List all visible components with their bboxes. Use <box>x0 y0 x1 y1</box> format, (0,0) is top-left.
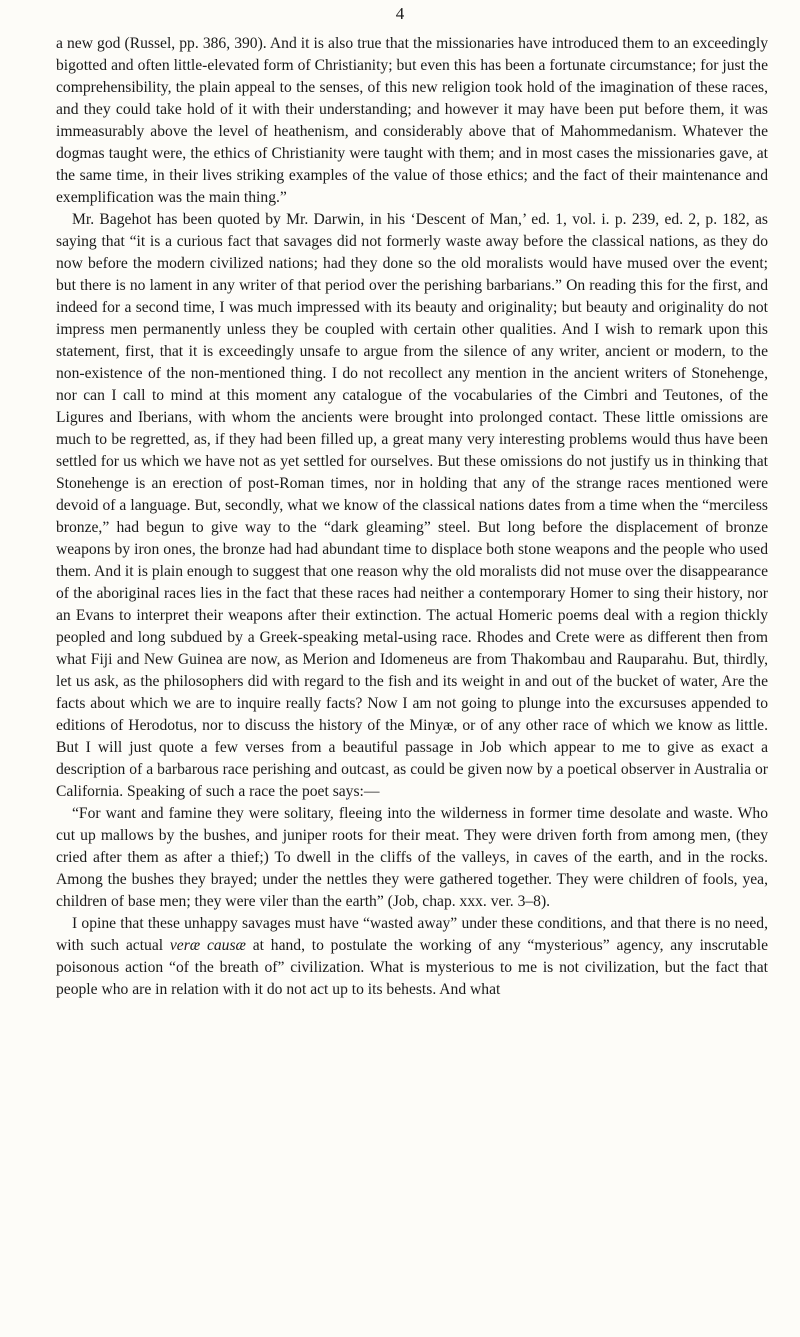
page-number: 4 <box>395 4 405 23</box>
body-text <box>56 33 768 1001</box>
paragraph-missionaries: a new god (Russel, pp. 386, 390). And it is also true that the missionaries have introduced them to an exceedingly bigotted and often little-elevated form of Christianity; but even this has been a fortunate circumstance; for just the comprehensibility, the plain appeal to the senses, of this new religion took hold of the imagination of these races, and they could take hold of it with their understanding; and however it may have been put before them, it was immeasurably above the level of heathenism, and considerably above that of Mahommedanism. Whatever the dogmas taught were, the ethics of Christianity were taught with them; and in most cases the missionaries gave, at the same time, in their lives striking examples of the value of those ethics; and the fact of their maintenance and exemplification was the main thing.” <box>56 35 768 206</box>
paragraph-bagehot: Mr. Bagehot has been quoted by Mr. Darwin, in his ‘Descent of Man,’ ed. 1, vol. i. p. 239, ed. 2, p. 182, as saying that “it is a curious fact that savages did not formerly waste away before the classical nations, as they do now before the modern civilized nations; had they done so the old moralists would have mused over the event; but there is no lament in any writer of that period over the perishing barbarians.” On reading this for the first, and indeed for a second time, I was much impressed with its beauty and originality; but beauty and originality do not impress men permanently unless they be coupled with certain other qualities. And I wish to remark upon this statement, first, that it is exceedingly unsafe to argue from the silence of any writer, ancient or modern, to the non-existence of the non-mentioned thing. I do not recollect any mention in the ancient writers of Stonehenge, nor can I call to mind at this moment any catalogue of the vocabularies of the Cimbri and Teutones, of the Ligures and Iberians, with whom the ancients were brought into prolonged contact. These little omissions are much to be regretted, as, if they had been filled up, a great many very interesting problems would thus have been settled for us which we have not as yet settled for ourselves. But these omissions do not justify us in thinking that Stonehenge is an erection of post-Roman times, nor in holding that any of the strange races mentioned were devoid of a language. But, secondly, what we know of the classical nations dates from a time when the “merciless bronze,” had begun to give way to the “dark gleaming” steel. But long before the displacement of bronze weapons by iron ones, the bronze had had abundant time to displace both stone weapons and the people who used them. And it is plain enough to suggest that one reason why the old moralists did not muse over the disappearance of the aboriginal races lies in the fact that these races had neither a contemporary Homer to sing their history, nor an Evans to interpret their weapons after their extinction. The actual Homeric poems deal with a region thickly peopled and long subdued by a Greek-speaking metal-using race. Rhodes and Crete were as different then from what Fiji and New Guinea are now, as Merion and Idomeneus are from Thakombau and Rauparahu. But, thirdly, let us ask, as the philosophers did with regard to the fish and its weight in and out of the bucket of water, Are the facts about which we are to inquire really facts? Now I am not going to plunge into the excursuses appended to editions of Herodotus, nor to discuss the history of the Minyæ, or of any other race of which we know as little. But I will just quote a few verses from a beautiful passage in Job which appear to me to give as exact a description of a barbarous race perishing and outcast, as could be given now by a poetical observer in Australia or California. Speaking of such a race the poet says:— <box>56 211 768 800</box>
quote-job: “For want and famine they were solitary, fleeing into the wilderness in former time desolate and waste. Who cut up mallows by the bushes, and juniper roots for their meat. They were driven forth from among men, (they cried after them as after a thief;) To dwell in the cliffs of the valleys, in caves of the earth, and in the rocks. Among the bushes they brayed; under the nettles they were gathered together. They were children of fools, yea, children of base men; they were viler than the earth” (Job, chap. xxx. ver. 3–8). <box>56 805 768 910</box>
paragraph-conclusion: I opine that these unhappy savages must have “wasted away” under these conditions, and that there is no need, with such actual veræ causæ at hand, to postulate the working of any “mysterious” agency, any inscrutable poisonous action “of the breath of” civilization. What is mysterious to me is not civilization, but the fact that people who are in relation with it do not act up to its behests. And what <box>56 915 768 998</box>
latin-phrase: veræ causæ <box>169 937 246 954</box>
